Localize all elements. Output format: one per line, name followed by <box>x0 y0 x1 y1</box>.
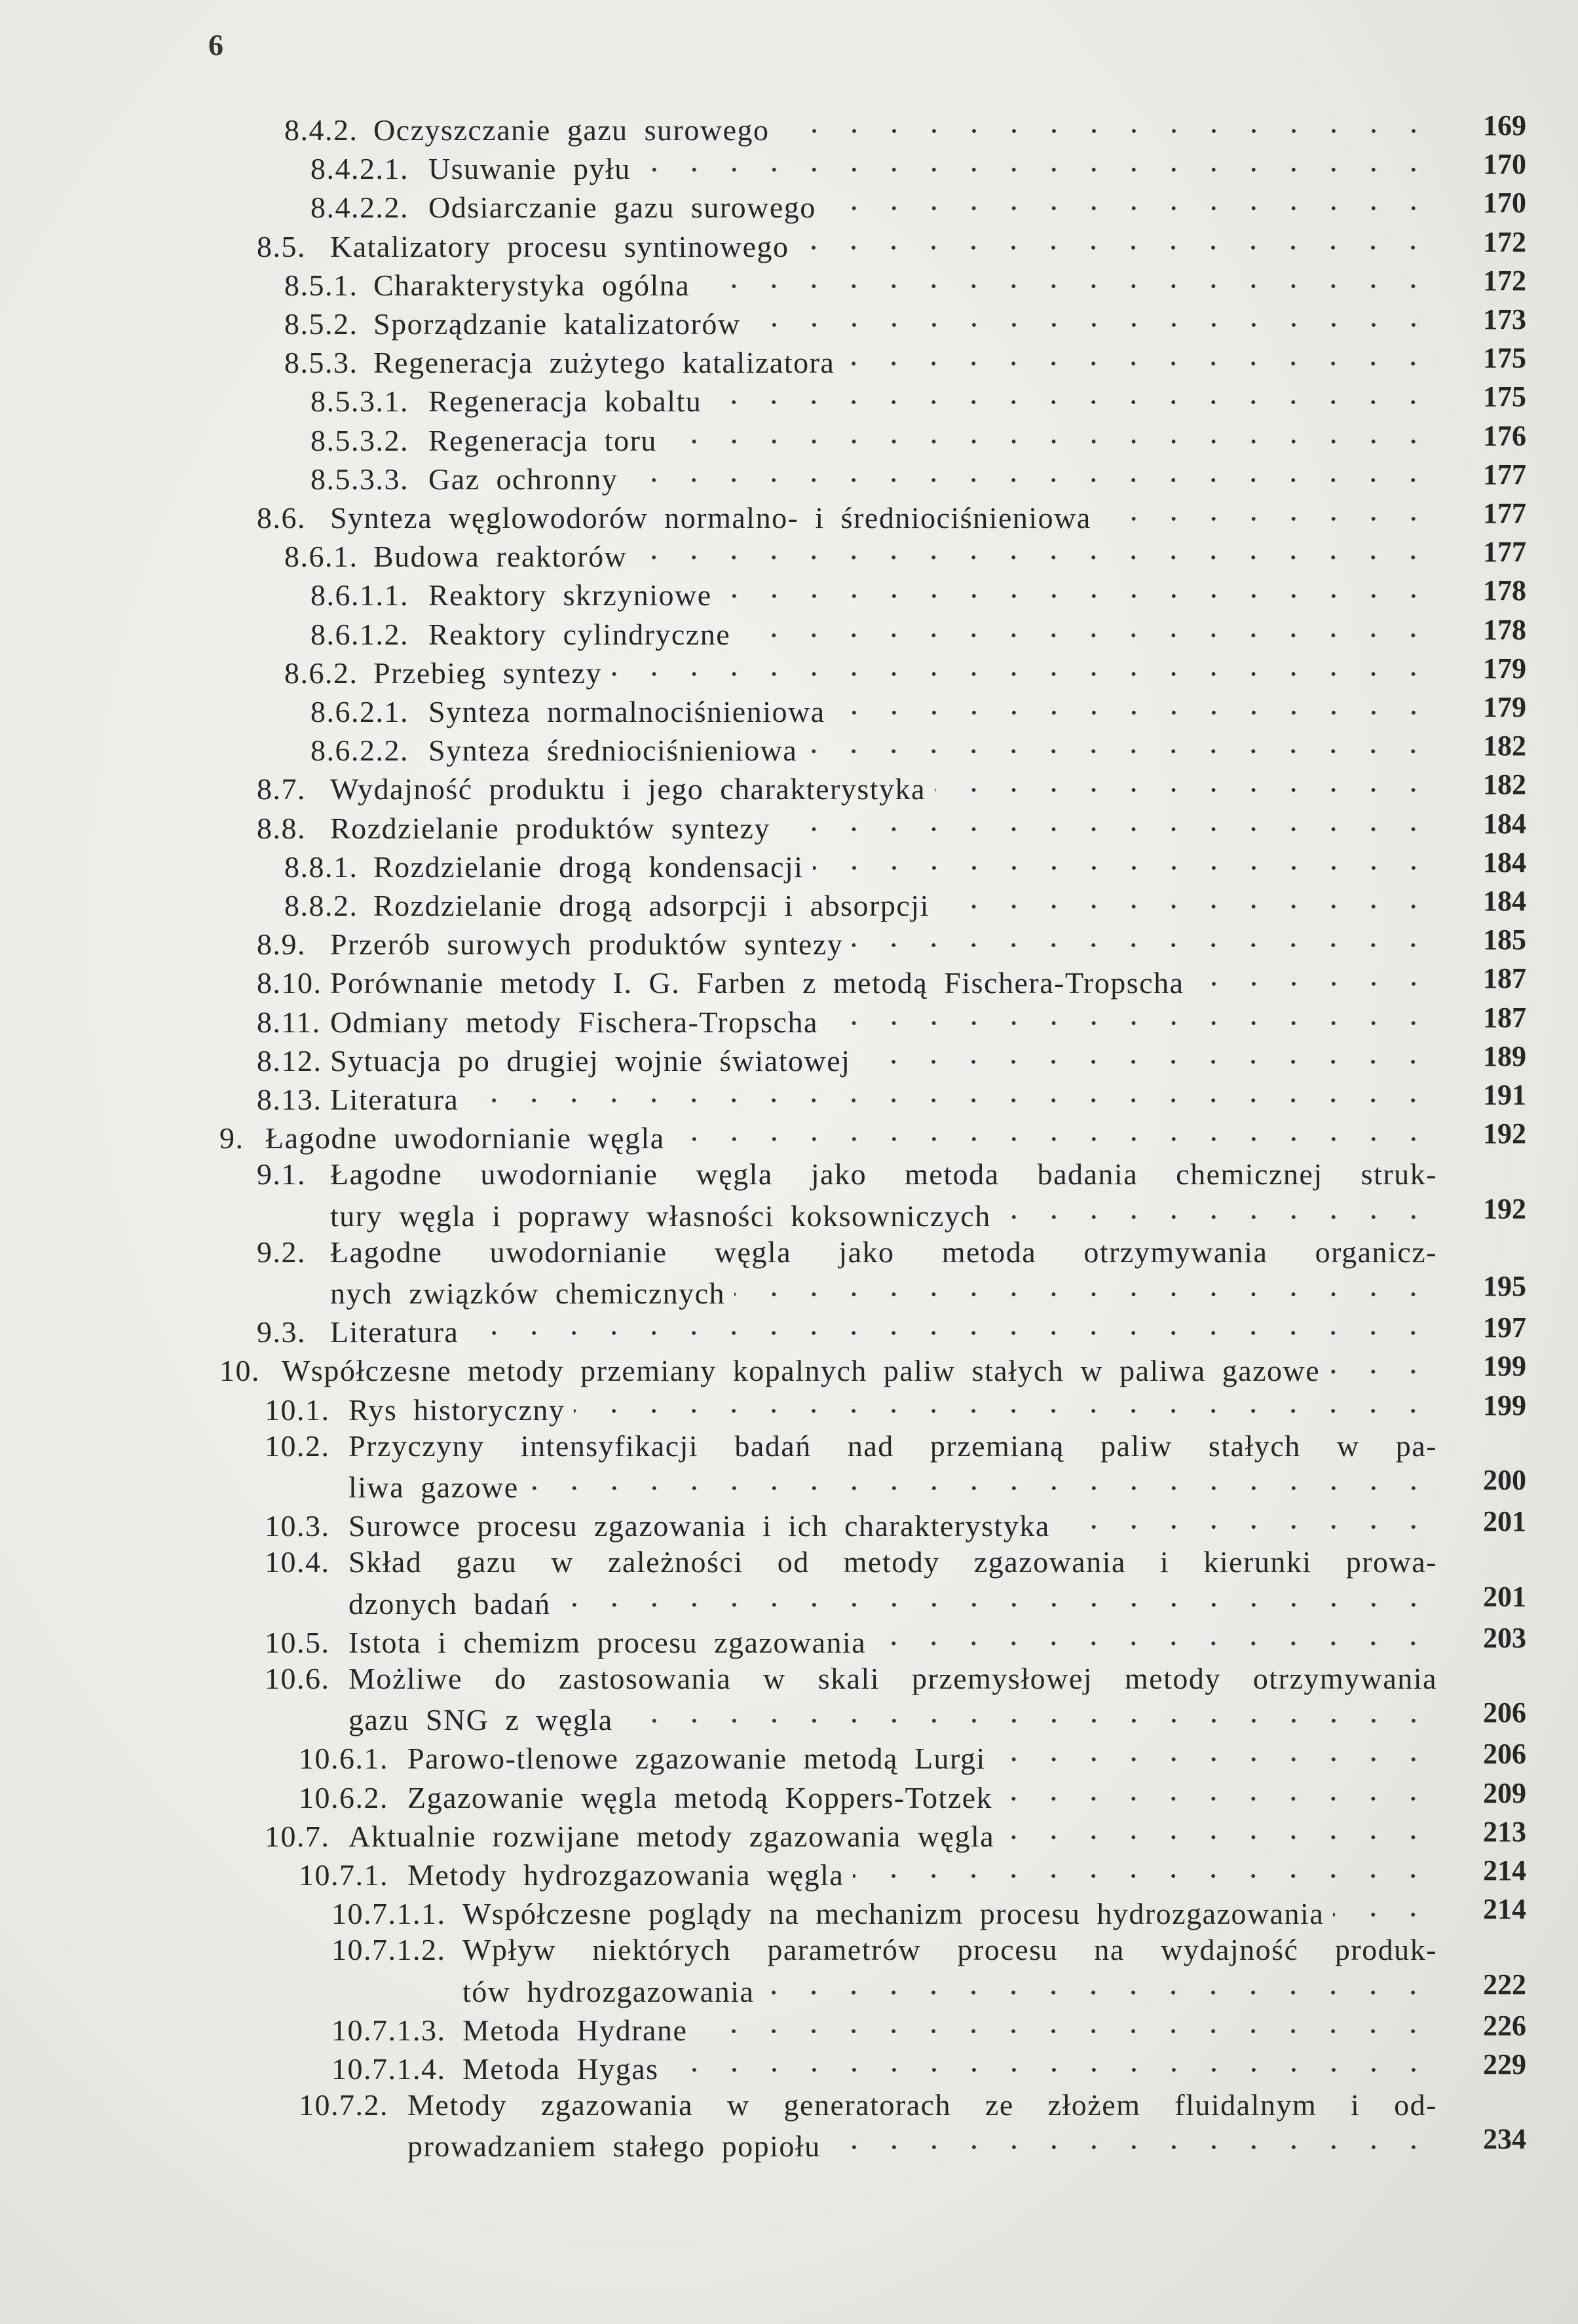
toc-entry <box>331 1932 1437 1971</box>
page-reference: 176 <box>1483 419 1526 452</box>
dot-leader <box>939 886 1437 916</box>
dot-leader <box>636 536 1437 567</box>
page-reference: 172 <box>1483 264 1526 297</box>
dot-leader <box>528 1467 1437 1497</box>
section-title: Rozdzielanie drogą adsorpcji i absorpcji <box>373 889 930 922</box>
section-title: Rozdzielanie produktów syntezy <box>330 811 770 845</box>
toc-entry <box>257 1157 1437 1195</box>
toc-entry <box>299 1778 1437 1816</box>
section-title: Synteza normalnociśnieniowa <box>428 695 825 728</box>
page-reference: 185 <box>1483 924 1526 956</box>
section-number: 10.6.1. <box>299 1742 388 1776</box>
dot-leader <box>1100 498 1437 528</box>
dot-leader <box>1004 1816 1437 1846</box>
section-number: 8.6.1.2. <box>310 617 409 651</box>
section-title: gazu SNG z węgla <box>348 1703 613 1737</box>
section-title: Łagodne uwodornianie węgla <box>265 1121 665 1155</box>
section-number: 8.6.2. <box>284 656 358 690</box>
page-reference: 179 <box>1483 691 1526 723</box>
section-number: 10. <box>219 1354 260 1388</box>
page-reference: 199 <box>1483 1389 1526 1421</box>
section-number: 10.2. <box>265 1429 330 1463</box>
page-reference: 175 <box>1483 342 1526 375</box>
section-number: 8.5.2. <box>284 307 358 341</box>
section-title: Reaktory cylindryczne <box>428 617 731 651</box>
section-title: Porównanie metody I. G. Farben z metodą Fischera-Tropscha <box>330 966 1184 1000</box>
section-title: Parowo-tlenowe zgazowanie metodą Lurgi <box>407 1742 986 1776</box>
toc-entry <box>310 614 1437 653</box>
toc-entry-continuation <box>348 1700 1437 1738</box>
section-title: nych związków chemicznych <box>330 1277 726 1310</box>
toc-entry <box>257 1235 1437 1273</box>
dot-leader <box>825 187 1437 217</box>
page-reference: 201 <box>1483 1580 1526 1613</box>
section-number: 10.6. <box>265 1662 330 1695</box>
section-title: Metoda Hygas <box>462 2052 659 2086</box>
toc-entry <box>310 730 1437 769</box>
section-title: liwa gazowe <box>348 1471 519 1504</box>
section-number: 8.12. <box>257 1043 322 1078</box>
section-title: dzonych badań <box>348 1586 551 1621</box>
page-reference: 195 <box>1483 1270 1526 1302</box>
section-number: 10.7.1.3. <box>331 2013 446 2047</box>
toc-entry <box>257 1079 1437 1118</box>
section-title: Odmiany metody Fischera-Tropscha <box>330 1005 818 1039</box>
page-reference: 209 <box>1483 1776 1526 1809</box>
section-number: 8.6.2.2. <box>310 734 409 768</box>
toc-entry <box>219 1118 1437 1157</box>
toc-entry <box>265 1622 1437 1661</box>
page-reference: 179 <box>1483 652 1526 684</box>
section-title: Odsiarczanie gazu surowego <box>428 191 816 225</box>
toc-entry <box>310 459 1437 498</box>
section-number: 10.7.2. <box>299 2088 388 2122</box>
section-number: 10.5. <box>265 1625 330 1659</box>
section-title: Regeneracja zużytego katalizatora <box>373 346 835 380</box>
toc-entry <box>265 1545 1437 1583</box>
section-title: Przerób surowych produktów syntezy <box>330 928 844 962</box>
toc-entry <box>257 498 1437 536</box>
page-reference: 191 <box>1483 1079 1526 1111</box>
toc-entry <box>257 769 1437 808</box>
section-title: Skład gazu w zależności od metody zgazowania i kierunki prowa- <box>348 1545 1437 1579</box>
page-number: 6 <box>208 28 223 62</box>
section-title: Gaz ochronny <box>428 462 618 496</box>
dot-leader <box>995 1738 1437 1769</box>
toc-entry <box>310 149 1437 187</box>
section-number: 10.4. <box>265 1545 330 1579</box>
section-number: 9. <box>219 1121 244 1155</box>
section-title: Usuwanie pyłu <box>428 152 631 186</box>
section-number: 8.6.1. <box>284 540 358 574</box>
section-number: 8.4.2.1. <box>310 152 409 186</box>
toc-entry <box>310 692 1437 730</box>
section-number: 10.3. <box>265 1509 330 1543</box>
toc-entry <box>310 575 1437 614</box>
page-reference: 214 <box>1483 1893 1526 1926</box>
page-reference: 170 <box>1483 187 1526 219</box>
page-reference: 184 <box>1483 846 1526 878</box>
page-reference: 173 <box>1483 303 1526 335</box>
section-title: tury węgla i poprawy własności koksowniczych <box>330 1199 991 1233</box>
section-title: Łagodne uwodornianie węgla jako metoda badania chemicznej struk- <box>330 1157 1437 1191</box>
dot-leader <box>763 1972 1437 2002</box>
section-title: Łagodne uwodornianie węgla jako metoda otrzymywania organicz- <box>330 1235 1437 1269</box>
section-number: 8.8. <box>257 811 306 845</box>
toc-entry <box>265 1506 1437 1545</box>
section-number: 9.3. <box>257 1315 306 1349</box>
section-title: Charakterystyka ogólna <box>373 268 690 302</box>
dot-leader <box>611 653 1437 683</box>
page-reference: 169 <box>1483 109 1526 141</box>
section-number: 10.7.1.4. <box>331 2052 446 2086</box>
dot-leader <box>574 1390 1437 1420</box>
page-reference: 199 <box>1483 1350 1526 1383</box>
page-reference: 203 <box>1483 1621 1526 1654</box>
dot-leader <box>835 692 1437 722</box>
section-title: Literatura <box>330 1315 459 1349</box>
dot-leader <box>627 459 1437 489</box>
section-number: 8.11. <box>257 1005 321 1039</box>
section-title: Reaktory skrzyniowe <box>428 578 712 612</box>
page-reference: 175 <box>1483 381 1526 413</box>
toc-entry <box>331 1894 1437 1932</box>
section-title: Przyczyny intensyfikacji badań nad przemianą paliw stałych w pa- <box>348 1429 1437 1463</box>
toc-entry <box>284 110 1437 149</box>
dot-leader <box>1000 1196 1437 1226</box>
section-number: 8.7. <box>257 772 306 806</box>
dot-leader <box>560 1584 1437 1614</box>
toc-entry <box>331 2049 1437 2088</box>
page-reference: 201 <box>1483 1505 1526 1538</box>
toc-entry <box>299 1855 1437 1894</box>
page-reference: 214 <box>1483 1854 1526 1886</box>
dot-leader <box>830 2126 1437 2156</box>
dot-leader <box>674 1118 1437 1148</box>
section-title: Synteza średniociśnieniowa <box>428 734 798 768</box>
section-number: 10.1. <box>265 1393 330 1427</box>
section-title: Aktualnie rozwijane metody zgazowania węgla <box>348 1819 995 1853</box>
toc-entry <box>284 653 1437 692</box>
toc-entry <box>284 536 1437 575</box>
toc-entry <box>284 304 1437 343</box>
section-title: Istota i chemizm procesu zgazowania <box>348 1625 867 1659</box>
dot-leader <box>734 1273 1437 1303</box>
page-reference: 200 <box>1483 1464 1526 1496</box>
page-reference: 187 <box>1483 962 1526 995</box>
page-reference: 187 <box>1483 1001 1526 1034</box>
section-number: 8.13. <box>257 1083 322 1116</box>
toc-entry <box>265 1429 1437 1467</box>
section-number: 10.7.1.2. <box>331 1933 446 1967</box>
dot-leader <box>468 1312 1437 1342</box>
toc-entry <box>257 1312 1437 1351</box>
page-reference: 189 <box>1483 1040 1526 1072</box>
dot-leader <box>750 304 1437 334</box>
section-title: Budowa reaktorów <box>373 540 628 574</box>
page-reference: 182 <box>1483 768 1526 801</box>
section-title: Współczesne poglądy na mechanizm procesu hydrozgazowania <box>462 1897 1324 1931</box>
section-title: Regeneracja toru <box>428 423 657 457</box>
toc-entry <box>257 808 1437 847</box>
section-number: 9.1. <box>257 1157 306 1191</box>
section-number: 10.7.1.1. <box>331 1897 446 1931</box>
section-title: Rozdzielanie drogą kondensacji <box>373 850 804 884</box>
toc-entry-continuation <box>330 1273 1437 1312</box>
toc-entry <box>265 1816 1437 1855</box>
toc-entry <box>257 1041 1437 1079</box>
dot-leader <box>696 2010 1437 2040</box>
page-reference: 184 <box>1483 807 1526 840</box>
toc-entry <box>310 381 1437 420</box>
section-number: 8.5.3. <box>284 346 358 380</box>
section-number: 10.6.2. <box>299 1780 388 1814</box>
section-title: Sytuacja po drugiej wojnie światowej <box>330 1043 851 1078</box>
page-reference: 177 <box>1483 536 1526 569</box>
dot-leader <box>813 847 1437 877</box>
section-number: 8.6.2.1. <box>310 695 409 728</box>
page-reference: 177 <box>1483 497 1526 529</box>
section-title: Sporządzanie katalizatorów <box>373 307 741 341</box>
section-number: 8.4.2.2. <box>310 191 409 225</box>
section-title: Wydajność produktu i jego charakterystyka <box>330 772 926 806</box>
section-number: 8.6.1.1. <box>310 578 409 612</box>
section-number: 8.5.3.1. <box>310 384 409 419</box>
toc-entry-continuation <box>407 2126 1437 2165</box>
section-title: tów hydrozgazowania <box>462 1974 755 2008</box>
page-reference: 213 <box>1483 1815 1526 1848</box>
section-title: Możliwe do zastosowania w skali przemysłowej metody otrzymywania <box>348 1662 1437 1695</box>
section-title: Przebieg syntezy <box>373 656 602 690</box>
page-reference: 206 <box>1483 1738 1526 1771</box>
page-reference: 192 <box>1483 1192 1526 1225</box>
toc-entry <box>284 886 1437 924</box>
page-reference: 170 <box>1483 148 1526 181</box>
toc-entry-continuation <box>330 1196 1437 1235</box>
dot-leader <box>468 1079 1437 1110</box>
page-reference: 178 <box>1483 574 1526 607</box>
section-title: Rys historyczny <box>348 1393 565 1427</box>
section-title: Literatura <box>330 1083 459 1116</box>
section-number: 8.10. <box>257 966 322 1000</box>
page-reference: 222 <box>1483 1968 1526 2000</box>
dot-leader <box>1333 1894 1437 1924</box>
section-number: 8.5.1. <box>284 268 358 302</box>
dot-leader <box>1002 1778 1437 1808</box>
dot-leader <box>1059 1506 1437 1536</box>
section-number: 8.8.2. <box>284 889 358 922</box>
dot-leader <box>779 110 1437 140</box>
toc-entry-continuation <box>348 1584 1437 1622</box>
section-number: 8.9. <box>257 928 306 962</box>
dot-leader <box>666 421 1437 451</box>
dot-leader <box>827 1002 1437 1032</box>
section-number: 8.4.2. <box>284 113 358 147</box>
toc-entry-continuation <box>462 1972 1437 2010</box>
toc-entry <box>265 1390 1437 1429</box>
section-title: Metody zgazowania w generatorach ze złożem fluidalnym i od- <box>407 2088 1437 2122</box>
toc-entry <box>257 227 1437 265</box>
dot-leader <box>844 343 1437 373</box>
toc-entry <box>284 265 1437 304</box>
section-title: Współczesne metody przemiany kopalnych paliw stałych w paliwa gazowe <box>282 1354 1321 1388</box>
dot-leader <box>1329 1351 1437 1381</box>
dot-leader <box>699 265 1437 295</box>
toc-entry <box>257 1002 1437 1041</box>
dot-leader <box>740 614 1437 645</box>
section-title: Surowce procesu zgazowania i ich charakterystyka <box>348 1509 1050 1543</box>
section-title: Oczyszczanie gazu surowego <box>373 113 770 147</box>
dot-leader <box>640 149 1437 179</box>
dot-leader <box>853 1855 1437 1885</box>
toc-entry <box>219 1351 1437 1389</box>
section-title: Metoda Hydrane <box>462 2013 688 2047</box>
section-number: 10.7. <box>265 1819 330 1853</box>
section-number: 8.5. <box>257 229 306 263</box>
section-title: Wpływ niektórych parametrów procesu na wydajność produk- <box>462 1933 1437 1967</box>
section-number: 8.5.3.2. <box>310 423 409 457</box>
page-reference: 177 <box>1483 458 1526 491</box>
section-title: Metody hydrozgazowania węgla <box>407 1858 844 1892</box>
section-title: prowadzaniem stałego popiołu <box>407 2129 821 2164</box>
toc-entry <box>257 924 1437 963</box>
toc-entry <box>257 963 1437 1002</box>
page-reference: 184 <box>1483 885 1526 917</box>
page-reference: 182 <box>1483 730 1526 762</box>
page-reference: 226 <box>1483 2009 1526 2042</box>
section-title: Regeneracja kobaltu <box>428 384 702 419</box>
toc-entry <box>310 421 1437 459</box>
section-number: 8.6. <box>257 501 306 534</box>
page-reference: 234 <box>1483 2123 1526 2156</box>
dot-leader <box>711 381 1437 411</box>
dot-leader <box>852 924 1437 954</box>
section-number: 9.2. <box>257 1235 306 1269</box>
toc-entry <box>299 1738 1437 1777</box>
dot-leader <box>875 1622 1437 1653</box>
section-title: Zgazowanie węgla metodą Koppers-Totzek <box>407 1780 993 1814</box>
section-title: Katalizatory procesu syntinowego <box>330 229 789 263</box>
section-number: 8.5.3.3. <box>310 462 409 496</box>
dot-leader <box>721 575 1437 605</box>
dot-leader <box>798 227 1437 257</box>
dot-leader <box>668 2049 1437 2079</box>
toc-entry-continuation <box>348 1467 1437 1506</box>
page-reference: 197 <box>1483 1311 1526 1344</box>
toc-entry <box>310 187 1437 226</box>
toc-entry <box>284 343 1437 381</box>
dot-leader <box>935 769 1437 799</box>
toc-entry <box>331 2010 1437 2049</box>
dot-leader <box>859 1041 1437 1071</box>
section-number: 8.8.1. <box>284 850 358 884</box>
page-reference: 172 <box>1483 225 1526 258</box>
toc-entry <box>265 1661 1437 1700</box>
page-reference: 192 <box>1483 1117 1526 1150</box>
page-reference: 206 <box>1483 1696 1526 1729</box>
dot-leader <box>1193 963 1438 993</box>
page-reference: 178 <box>1483 613 1526 646</box>
section-number: 10.7.1. <box>299 1858 388 1892</box>
dot-leader <box>622 1700 1437 1730</box>
section-title: Synteza węglowodorów normalno- i średniociśnieniowa <box>330 501 1091 534</box>
dot-leader <box>780 808 1437 838</box>
dot-leader <box>806 730 1437 760</box>
toc-entry <box>299 2088 1437 2126</box>
page-reference: 229 <box>1483 2048 1526 2080</box>
toc-entry <box>284 847 1437 886</box>
